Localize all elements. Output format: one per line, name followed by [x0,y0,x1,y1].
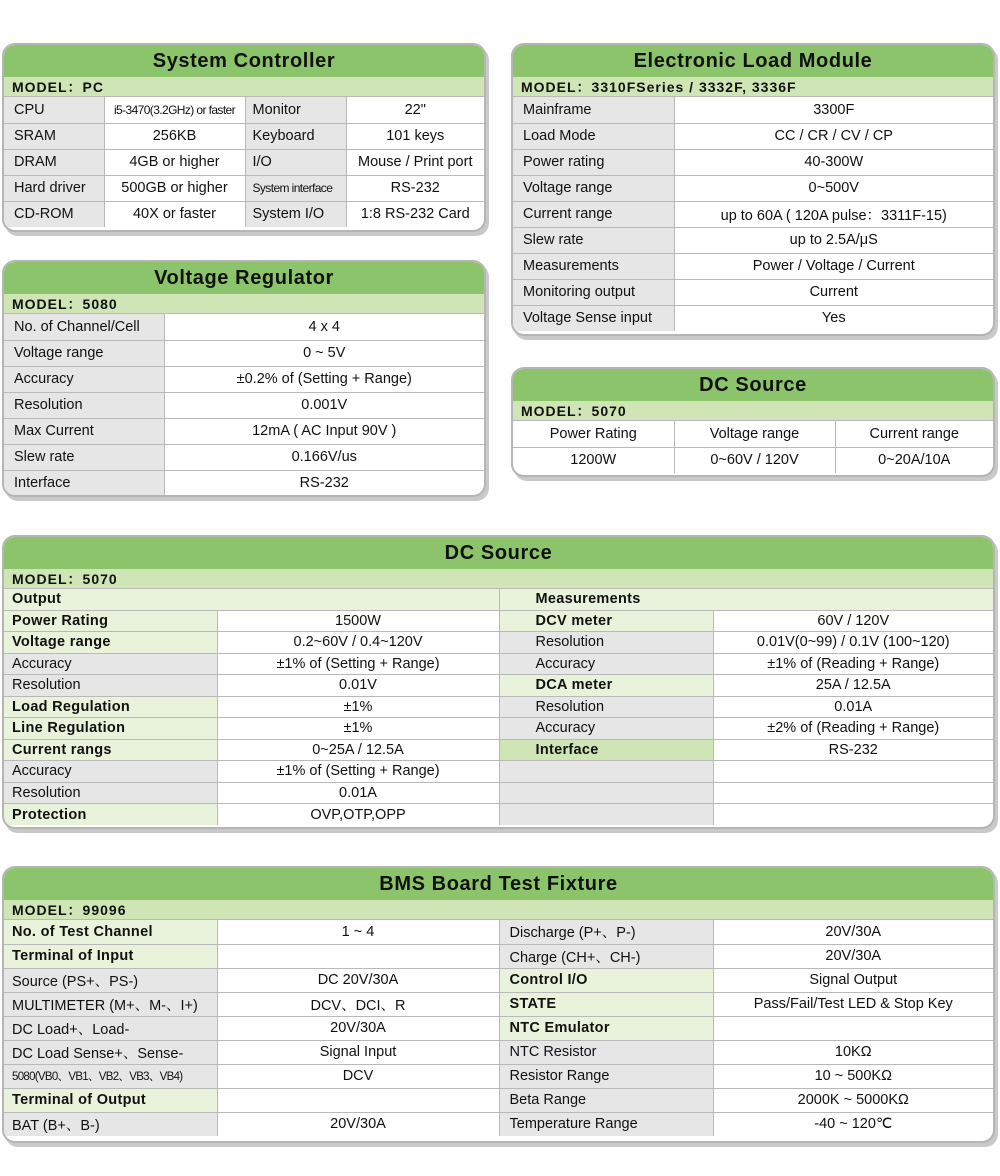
value-cell: 0~20A/10A [878,452,951,469]
spec-value: 0~500V [674,175,993,201]
spec-label: Interface [4,470,164,496]
spec-label: No. of Test Channel [4,920,217,944]
spec-label: Monitor [245,97,346,123]
spec-value: DCV、DCI、R [217,992,499,1016]
table-row [4,314,484,340]
spec-label: Max Current [4,418,164,444]
spec-label: DCV meter [499,610,713,632]
table-row [4,675,993,697]
spec-label: Accuracy [499,718,713,740]
column-header: Voltage range [674,421,835,447]
table-row [513,305,993,331]
column-header: Current range [835,421,993,447]
spec-table [513,97,993,331]
spec-value: ±0.2% of (Setting + Range) [164,366,484,392]
spec-label: Accuracy [4,653,217,675]
spec-value: DCV [217,1064,499,1088]
spec-value: 101 keys [346,123,484,149]
spec-label: System interface [245,175,346,201]
table-row [4,366,484,392]
spec-value: Yes [821,310,846,327]
spec-label [499,804,713,826]
spec-label: Resolution [499,632,713,654]
table-row [4,392,484,418]
spec-label [499,761,713,783]
table-row [4,175,484,201]
spec-label: NTC Emulator [499,1016,713,1040]
table-row [513,149,993,175]
spec-label: Control I/O [499,968,713,992]
system-controller-panel [2,43,486,232]
table-row [4,97,484,123]
spec-label: Resolution [4,782,217,804]
spec-label: Terminal of Input [4,944,217,968]
spec-value: ±1% of (Reading + Range) [713,653,993,675]
spec-label: CPU [4,97,104,123]
spec-label: Beta Range [499,1088,713,1112]
spec-table [4,589,993,825]
spec-label: Voltage range [4,340,164,366]
spec-value: 0.2~60V / 0.4~120V [217,632,499,654]
spec-label: Protection [4,804,217,826]
spec-label: Hard driver [4,175,104,201]
spec-value: i5-3470(3.2GHz) or faster [104,97,245,123]
spec-value: -40 ~ 120℃ [814,1116,893,1133]
spec-label: Resolution [499,696,713,718]
spec-value: 4 x 4 [164,314,484,340]
value-cell: 1200W [513,447,674,473]
spec-value: Signal Output [713,968,993,992]
spec-value: 1500W [217,610,499,632]
spec-label: Slew rate [513,227,674,253]
panel-title: DC Source [4,537,993,569]
spec-value: 256KB [104,123,245,149]
spec-label: Mainframe [513,97,674,123]
table-row [4,340,484,366]
spec-value: 20V/30A [713,944,993,968]
table-row [4,944,993,968]
model-label: MODEL：5070 [513,401,993,421]
spec-value: 20V/30A [713,920,993,944]
spec-value: 0.01A [713,696,993,718]
table-row [4,1112,993,1136]
spec-value: DC 20V/30A [217,968,499,992]
spec-label: Accuracy [4,761,217,783]
spec-value [217,944,499,968]
spec-label: DCA meter [499,675,713,697]
spec-value: OVP,OTP,OPP [217,804,499,826]
spec-value: up to 60A ( 120A pulse：3311F-15) [674,201,993,227]
panel-title: Electronic Load Module [513,45,993,77]
spec-label: Discharge (P+、P-) [499,920,713,944]
spec-table [4,920,993,1136]
spec-label: Measurements [513,253,674,279]
spec-value: 0.01V [217,675,499,697]
spec-label: 5080(VB0、VB1、VB2、VB3、VB4) [4,1064,217,1088]
section-header-output: Output [4,589,499,610]
spec-value: 20V/30A [217,1016,499,1040]
spec-label: STATE [499,992,713,1016]
table-row [513,175,993,201]
spec-label: Current rangs [4,739,217,761]
spec-value: 0~25A / 12.5A [217,739,499,761]
spec-value [713,804,993,826]
spec-value: ±1% [217,696,499,718]
table-row [4,201,484,227]
spec-label: Voltage range [513,175,674,201]
model-label: MODEL：5070 [4,569,993,589]
panel-title: DC Source [513,369,993,401]
spec-value: CC / CR / CV / CP [674,123,993,149]
value-cell: 0~60V / 120V [674,447,835,473]
spec-table [513,421,993,473]
table-row [4,696,993,718]
dc-source-large-panel [2,535,995,829]
table-row [4,1016,993,1040]
spec-label: Interface [499,739,713,761]
model-label: MODEL：5080 [4,294,484,314]
table-row [4,470,484,496]
column-header: Power Rating [513,421,674,447]
table-row [513,97,993,123]
spec-table [4,314,484,496]
spec-label: Resistor Range [499,1064,713,1088]
spec-value: up to 2.5A/μS [674,227,993,253]
spec-table [4,97,484,227]
spec-label: Current range [513,201,674,227]
table-row [4,718,993,740]
table-row [4,653,993,675]
spec-label: SRAM [4,123,104,149]
spec-value: 3300F [674,97,993,123]
spec-label: Voltage range [4,632,217,654]
table-row [513,253,993,279]
spec-label: Keyboard [245,123,346,149]
bms-fixture-panel [2,866,995,1143]
spec-label: MULTIMETER (M+、M-、I+) [4,992,217,1016]
spec-value [713,761,993,783]
model-label: MODEL：99096 [4,900,993,920]
spec-value: 0.001V [164,392,484,418]
table-row [4,444,484,470]
spec-value: 0.01A [217,782,499,804]
table-row [4,761,993,783]
spec-label: Terminal of Output [4,1088,217,1112]
panel-title: System Controller [4,45,484,77]
spec-label: No. of Channel/Cell [4,314,164,340]
spec-value: Pass/Fail/Test LED & Stop Key [713,992,993,1016]
spec-value: Power / Voltage / Current [674,253,993,279]
table-row [4,418,484,444]
spec-value: 10KΩ [713,1040,993,1064]
spec-label: Load Mode [513,123,674,149]
table-row [513,227,993,253]
model-label: MODEL：PC [4,77,484,97]
table-row [4,149,484,175]
table-row [4,1088,993,1112]
spec-label: Monitoring output [513,279,674,305]
spec-value: 2000K ~ 5000KΩ [713,1088,993,1112]
spec-value: 1 ~ 4 [217,920,499,944]
spec-label [499,782,713,804]
spec-value [713,782,993,804]
table-row [4,804,993,826]
table-row [4,992,993,1016]
electronic-load-panel [511,43,995,336]
table-row [4,610,993,632]
table-row [4,1064,993,1088]
spec-label: Temperature Range [499,1112,713,1136]
table-row [4,782,993,804]
spec-label: Resolution [4,392,164,418]
spec-label: Slew rate [4,444,164,470]
spec-label: Charge (CH+、CH-) [499,944,713,968]
spec-value: 10 ~ 500KΩ [713,1064,993,1088]
spec-value: Mouse / Print port [346,149,484,175]
table-row [4,920,993,944]
spec-value: ±1% of (Setting + Range) [217,653,499,675]
spec-label: Load Regulation [4,696,217,718]
table-row [4,739,993,761]
dc-source-small-panel [511,367,995,477]
spec-value: 40X or faster [104,201,245,227]
spec-label: Accuracy [499,653,713,675]
spec-label: DC Load+、Load- [4,1016,217,1040]
spec-value: 12mA ( AC Input 90V ) [164,418,484,444]
spec-value: ±1% of (Setting + Range) [217,761,499,783]
spec-label: NTC Resistor [499,1040,713,1064]
spec-label: BAT (B+、B-) [4,1112,217,1136]
spec-label: Power rating [513,149,674,175]
panel-title: Voltage Regulator [4,262,484,294]
voltage-regulator-panel [2,260,486,497]
spec-label: Power Rating [4,610,217,632]
spec-value: RS-232 [346,175,484,201]
spec-label: System I/O [245,201,346,227]
table-row [4,632,993,654]
spec-value [217,1088,499,1112]
spec-value: RS-232 [713,739,993,761]
spec-label: I/O [245,149,346,175]
spec-label: Line Regulation [4,718,217,740]
spec-value: 60V / 120V [713,610,993,632]
spec-value: 0.01V(0~99) / 0.1V (100~120) [713,632,993,654]
spec-label: Voltage Sense input [513,305,674,331]
table-row [513,201,993,227]
spec-label: Resolution [4,675,217,697]
spec-label: DC Load Sense+、Sense- [4,1040,217,1064]
spec-label: CD-ROM [4,201,104,227]
spec-value: 0.166V/us [164,444,484,470]
spec-label: DRAM [4,149,104,175]
spec-value: Signal Input [217,1040,499,1064]
spec-value: 22" [346,97,484,123]
spec-value [713,1016,993,1040]
table-row [513,279,993,305]
table-row [4,968,993,992]
spec-value: 25A / 12.5A [713,675,993,697]
spec-value: ±2% of (Reading + Range) [713,718,993,740]
spec-label: Source (PS+、PS-) [4,968,217,992]
section-header-measurements: Measurements [499,589,993,610]
spec-value: 4GB or higher [104,149,245,175]
spec-value: 40-300W [674,149,993,175]
spec-value: Current [674,279,993,305]
spec-value: 500GB or higher [104,175,245,201]
table-row [4,1040,993,1064]
spec-value: 0 ~ 5V [164,340,484,366]
panel-title: BMS Board Test Fixture [4,868,993,900]
spec-value: RS-232 [299,475,349,492]
spec-label: Accuracy [4,366,164,392]
table-row [513,123,993,149]
table-row [4,123,484,149]
spec-value: 1:8 RS-232 Card [360,206,470,223]
model-label: MODEL：3310FSeries / 3332F, 3336F [513,77,993,97]
spec-value: 20V/30A [217,1112,499,1136]
spec-value: ±1% [217,718,499,740]
